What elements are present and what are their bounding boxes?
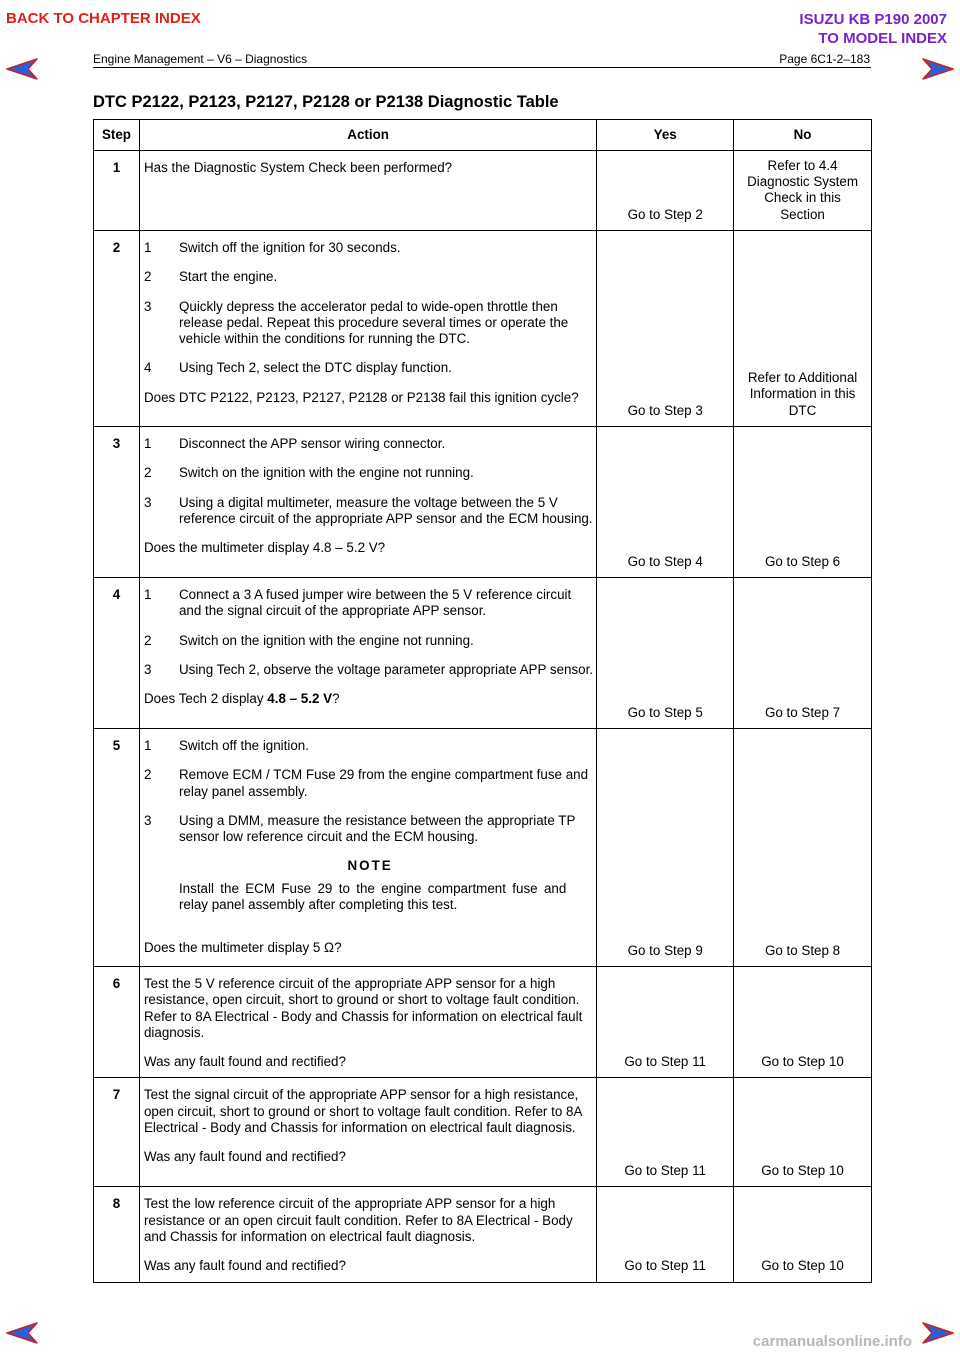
action-cell [139,729,596,967]
arrow-left-icon[interactable] [6,58,38,80]
sub-step-number: 3 [143,298,152,314]
yes-cell: Go to Step 11 [597,967,734,1078]
table-row [94,231,872,427]
sub-step-number: 2 [143,269,152,285]
yes-cell: Go to Step 2 [597,151,734,231]
step-number: 3 [94,427,140,578]
col-header-action: Action [139,120,596,151]
question-text: Does the multimeter display 5 Ω? [143,940,342,956]
step-number: 6 [94,967,140,1078]
step-number: 7 [94,1078,140,1187]
sub-step [144,240,596,256]
arrow-right-icon[interactable] [922,58,954,80]
no-cell: Go to Step 8 [734,729,872,967]
sub-step-text: Using Tech 2, observe the voltage parameter appropriate APP sensor. [178,661,594,677]
question-text [144,691,596,707]
action-cell [139,151,596,231]
sub-step-text: Remove ECM / TCM Fuse 29 from the engine compartment fuse and relay panel assembly. [178,767,589,799]
sub-step [144,269,596,285]
no-cell: Go to Step 10 [734,967,872,1078]
header-divider [93,67,871,68]
action-cell [139,1078,596,1187]
no-cell: Go to Step 7 [734,578,872,729]
arrow-left-icon[interactable] [6,1322,38,1344]
sub-step-text: Switch on the ignition with the engine not running. [178,632,474,648]
sub-step-number: 3 [143,812,152,828]
table-row [94,578,872,729]
table-row [94,151,872,231]
instruction-text: Test the low reference circuit of the appropriate APP sensor for a high resistance or an open circuit fault condition. Refer to 8A Electrical - Body and Chassis for information on electrical fault diagnosis. [143,1196,573,1245]
yes-cell: Go to Step 9 [597,729,734,967]
sub-step-text: Using a DMM, measure the resistance between the appropriate TP sensor low reference circuit and the ECM housing. [178,812,576,845]
note-label: NOTE [347,858,393,874]
sub-step [144,767,596,800]
sub-step [144,587,596,620]
sub-step [144,360,596,376]
col-header-yes: Yes [597,120,734,151]
sub-step-number: 1 [143,587,152,602]
question-value: 4.8 – 5.2 V [267,691,333,707]
sub-step-number: 2 [143,767,152,783]
action-cell [139,578,596,729]
question-text: Does DTC P2122, P2123, P2127, P2128 or P2138 fail this ignition cycle? [143,389,579,405]
question-text: Was any fault found and rectified? [143,1258,346,1274]
no-cell: Refer to 4.4 Diagnostic System Check in this Section [734,151,872,231]
sub-step-number: 4 [143,360,152,376]
sub-step [144,813,596,846]
note-text: Install the ECM Fuse 29 to the engine compartment fuse and relay panel assembly after completing this test. [178,880,567,913]
step-number: 5 [94,729,140,967]
table-row [94,967,872,1078]
no-cell: Refer to Additional Information in this DTC [734,231,872,427]
model-index-link[interactable]: TO MODEL INDEX [818,30,947,47]
model-title-link[interactable]: ISUZU KB P190 2007 [799,11,947,28]
table-row [94,1078,872,1187]
no-cell: Go to Step 6 [734,427,872,578]
question-text: Was any fault found and rectified? [143,1054,346,1070]
step-number: 8 [94,1187,140,1282]
sub-step [144,738,596,754]
sub-step [144,633,596,649]
sub-step-number: 3 [143,494,152,510]
sub-step-number: 3 [143,661,152,677]
sub-step-number: 2 [143,465,152,481]
page-number: Page 6C1-2–183 [779,52,870,66]
table-row [94,427,872,578]
sub-step-text: Quickly depress the accelerator pedal to wide-open throttle then release pedal. Repeat this procedure several times or operate the vehicle within the conditions for running the DTC. [178,298,569,347]
sub-step [144,465,596,481]
table-row [94,1187,872,1282]
table-header-row [94,120,872,151]
question-text: Does the multimeter display 4.8 – 5.2 V? [143,540,386,556]
sub-step-text: Connect a 3 A fused jumper wire between the 5 V reference circuit and the signal circuit of the appropriate APP sensor. [178,587,572,619]
model-nav [799,10,947,48]
instruction-text: Test the signal circuit of the appropriate APP sensor for a high resistance, open circuit, short to ground or short to voltage fault condition. Refer to 8A Electrical - Body and Chassis for information on electrical fault diagnosis. [143,1087,582,1136]
yes-cell: Go to Step 11 [597,1187,734,1282]
question-text: Was any fault found and rectified? [143,1149,346,1165]
table-row [94,729,872,967]
arrow-right-icon[interactable] [922,1322,954,1344]
action-cell [139,427,596,578]
sub-step-text: Start the engine. [178,269,278,285]
sub-step [144,495,596,528]
sub-step-text: Using a digital multimeter, measure the voltage between the 5 V reference circuit of the appropriate APP sensor and the ECM housing. [178,494,593,526]
yes-cell: Go to Step 4 [597,427,734,578]
diagnostic-table [93,119,872,1283]
sub-step-text: Using Tech 2, select the DTC display function. [178,360,452,376]
sub-step [144,436,596,452]
sub-step [144,299,596,348]
sub-step [144,662,596,678]
step-number: 1 [94,151,140,231]
sub-step-text: Switch off the ignition. [178,738,309,753]
instruction-text: Test the 5 V reference circuit of the appropriate APP sensor for a high resistance, open circuit, short to ground or short to voltage fault condition. Refer to 8A Electrical - Body and Chassis for information on electrical fault diagnosis. [143,976,583,1040]
step-number: 4 [94,578,140,729]
action-cell [139,1187,596,1282]
sub-step-number: 1 [143,240,152,255]
back-to-chapter-index-link[interactable]: BACK TO CHAPTER INDEX [6,10,201,27]
yes-cell: Go to Step 11 [597,1078,734,1187]
sub-step-number: 1 [143,436,152,451]
yes-cell: Go to Step 3 [597,231,734,427]
yes-cell: Go to Step 5 [597,578,734,729]
sub-step-number: 2 [143,632,152,648]
no-cell: Go to Step 10 [734,1078,872,1187]
page-title: DTC P2122, P2123, P2127, P2128 or P2138 Diagnostic Table [93,93,559,111]
action-cell [139,967,596,1078]
action-cell [139,231,596,427]
col-header-no: No [734,120,872,151]
col-header-step: Step [94,120,140,151]
no-cell: Go to Step 10 [734,1187,872,1282]
sub-step-text: Switch on the ignition with the engine not running. [178,465,474,481]
question-suffix: ? [332,691,340,707]
question-prefix: Does Tech 2 display [143,691,268,707]
page-header-section: Engine Management – V6 – Diagnostics [93,52,308,66]
question-text: Has the Diagnostic System Check been performed? [143,160,453,175]
watermark-site-link[interactable]: carmanualsonline.info [752,1333,912,1350]
sub-step-text: Disconnect the APP sensor wiring connector. [178,436,446,451]
step-number: 2 [94,231,140,427]
sub-step-number: 1 [143,738,152,753]
sub-step-text: Switch off the ignition for 30 seconds. [178,240,401,255]
